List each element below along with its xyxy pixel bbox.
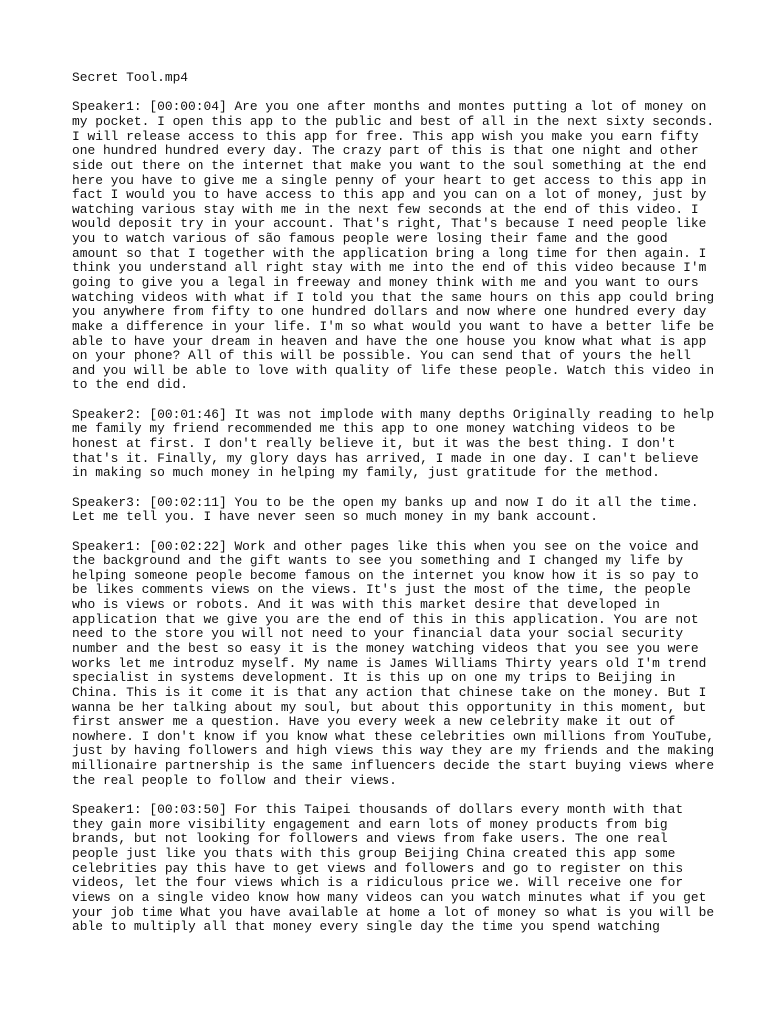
transcript-paragraph — [72, 538, 715, 789]
text-line: millionaire partnership is the same influencers decide the start buying views where — [72, 758, 715, 774]
text-line: I will release access to this app for free. This app wish you make you earn fifty — [72, 128, 699, 144]
text-line: the background and the gift wants to see you something and I changed my life by — [72, 553, 684, 569]
transcript-body — [72, 70, 715, 949]
text-line: you anywhere from fifty to one hundred dollars and now where one hundred every day — [72, 304, 707, 320]
text-line: views on a single video know how many videos can you watch minutes what if you get — [72, 889, 707, 905]
text-line: fact I would you to have access to this app and you can on a lot of money, just by — [72, 187, 707, 203]
text-line: my pocket. I open this app to the public and best of all in the next sixty seconds. — [72, 113, 715, 129]
text-line: the real people to follow and their views. — [72, 772, 397, 788]
text-line: Speaker3: [00:02:11] You to be the open my banks up and now I do it all the time. — [72, 494, 699, 510]
text-line: one hundred hundred every day. The crazy part of this is that one night and other — [72, 143, 699, 159]
text-line: Let me tell you. I have never seen so much money in my bank account. — [72, 509, 599, 525]
text-line: watching various stay with me in the next few seconds at the end of this video. I — [72, 201, 699, 217]
text-line: amount so that I together with the application bring a long time for then again. I — [72, 245, 707, 261]
text-line: you to watch various of são famous people were losing their fame and the good — [72, 231, 668, 247]
text-line: me family my friend recommended me this app to one money watching videos to be — [72, 421, 676, 437]
paragraph-list — [72, 99, 715, 935]
text-line: able to multiply all that money every single day the time you spend watching — [72, 919, 660, 935]
text-line: on your phone? All of this will be possible. You can send that of yours the hell — [72, 348, 691, 364]
document-title: Secret Tool.mp4 — [72, 70, 189, 85]
text-line: nowhere. I don't know if you know what these celebrities own millions from YouTube, — [72, 728, 715, 744]
text-line: make a difference in your life. I'm so what would you want to have a better life be — [72, 318, 715, 334]
text-line: going to give you a legal in freeway and money think with me and you want to ours — [72, 274, 699, 290]
text-line: your job time What you have available at home a lot of money so what is you will be — [72, 904, 715, 920]
text-line: to the end did. — [72, 377, 189, 393]
text-line: able to have your dream in heaven and have the one house you know what what is app — [72, 333, 707, 349]
text-line: Speaker1: [00:02:22] Work and other pages like this when you see on the voice and — [72, 538, 699, 554]
transcript-paragraph — [72, 802, 715, 935]
text-line: just by having followers and high views this way they are my friends and the making — [72, 743, 715, 759]
text-line: specialist in systems development. It is this up on one my trips to Beijing in — [72, 670, 676, 686]
text-line: helping someone people become famous on the internet you know how it is so pay to — [72, 567, 699, 583]
transcript-paragraph — [72, 406, 715, 481]
text-line: celebrities pay this have to get views and followers and go to register on this — [72, 860, 684, 876]
text-line: Speaker2: [00:01:46] It was not implode with many depths Originally reading to help — [72, 406, 715, 422]
text-line: number and the best so easy it is the money watching videos that you see you were — [72, 641, 699, 656]
text-line: Speaker1: [00:00:04] Are you one after months and montes putting a lot of money on — [72, 99, 707, 115]
text-line: think you understand all right stay with me into the end of this video because I'm — [72, 260, 707, 276]
text-line: Speaker1: [00:03:50] For this Taipei thousands of dollars every month with that — [72, 802, 684, 818]
text-line: who is views or robots. And it was with this market desire that developed in — [72, 597, 660, 613]
transcript-paragraph — [72, 99, 715, 393]
text-line: watching videos with what if I told you that the same hours on this app could bring — [72, 289, 715, 305]
text-line: honest at first. I don't really believe it, but it was the best thing. I don't — [72, 436, 676, 452]
text-line: be likes comments views on the views. It's just the most of the time, the people — [72, 582, 691, 598]
text-line: in making so much money in helping my family, just gratitude for the method. — [72, 465, 660, 481]
text-line: they gain more visibility engagement and earn lots of money products from big — [72, 816, 668, 832]
text-line: application that we give you are the end of this in this application. You are not — [72, 611, 699, 627]
text-line: wanna be her talking about my soul, but about this opportunity in this moment, but — [72, 699, 707, 715]
text-line: people just like you thats with this group Beijing China created this app some — [72, 845, 676, 861]
transcript-paragraph — [72, 496, 712, 525]
text-line: videos, let the four views which is a ridiculous price we. Will receive one for — [72, 875, 684, 891]
text-line: China. This is it come it is that any action that chinese take on the money. But I — [72, 684, 707, 700]
text-line: and you will be able to love with quality of life these people. Watch this video in — [72, 362, 715, 378]
text-line: works let me introduz myself. My name is James Williams Thirty years old I'm trend — [72, 655, 707, 671]
text-line: would deposit try in your account. That's right, That's because I need people like — [72, 216, 707, 232]
text-line: need to the store you will not need to your financial data your social security — [72, 626, 684, 642]
text-line: that's it. Finally, my glory days has arrived, I made in one day. I can't believe — [72, 450, 699, 466]
text-line: here you have to give me a single penny of your heart to get access to this app in — [72, 172, 707, 188]
text-line: brands, but not looking for followers and views from fake users. The one real — [72, 831, 668, 847]
text-line: first answer me a question. Have you every week a new celebrity make it out of — [72, 714, 676, 730]
text-line: side out there on the internet that make you want to the soul something at the end — [72, 157, 707, 173]
